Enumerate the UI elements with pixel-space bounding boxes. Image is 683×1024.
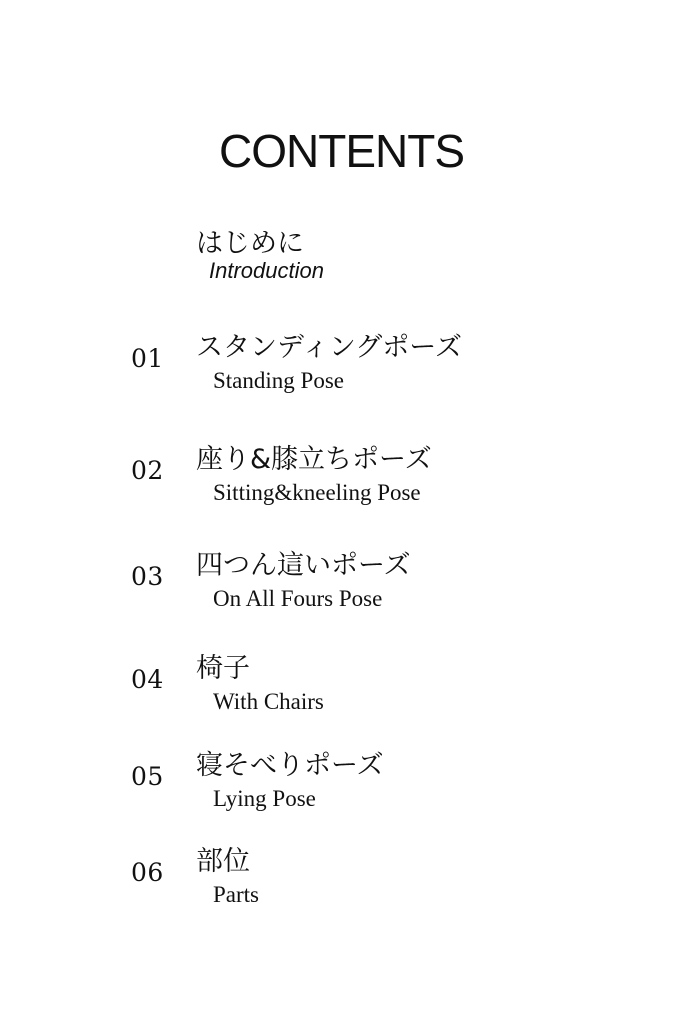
toc-entry-03[interactable] [0, 550, 683, 630]
toc-entry-02[interactable] [0, 444, 683, 524]
toc-entry-number: 02 [131, 456, 164, 485]
toc-entry-number: 03 [131, 562, 164, 591]
toc-entry-jp-title: 部位 [196, 846, 250, 877]
toc-entry-06[interactable] [0, 846, 683, 926]
toc-entry-number: 01 [131, 344, 164, 373]
toc-entry-jp-title: 椅子 [196, 653, 250, 684]
toc-entry-01[interactable] [0, 332, 683, 412]
toc-entry-en-title: Parts [213, 882, 259, 907]
toc-entry-number: 05 [131, 762, 164, 791]
toc-entry-jp-title: 四つん這いポーズ [196, 550, 411, 581]
contents-title: CONTENTS [219, 125, 464, 177]
toc-entry-en-title: On All Fours Pose [213, 586, 383, 611]
toc-entry-jp-title: 座り&膝立ちポーズ [196, 444, 432, 475]
toc-entry-introduction[interactable] [0, 228, 683, 308]
toc-entry-04[interactable] [0, 653, 683, 733]
toc-entry-en-title: Standing Pose [213, 368, 344, 393]
toc-entry-05[interactable] [0, 750, 683, 830]
toc-entry-en-title: Sitting&kneeling Pose [213, 480, 421, 505]
toc-entry-en-title: Introduction [209, 258, 324, 283]
toc-entry-jp-title: はじめに [196, 228, 304, 259]
toc-entry-number: 04 [131, 665, 164, 694]
toc-entry-en-title: Lying Pose [213, 786, 316, 811]
toc-entry-en-title: With Chairs [213, 689, 324, 714]
toc-entry-jp-title: スタンディングポーズ [196, 332, 462, 363]
toc-entry-number: 06 [131, 858, 164, 887]
toc-entry-jp-title: 寝そべりポーズ [196, 750, 384, 781]
